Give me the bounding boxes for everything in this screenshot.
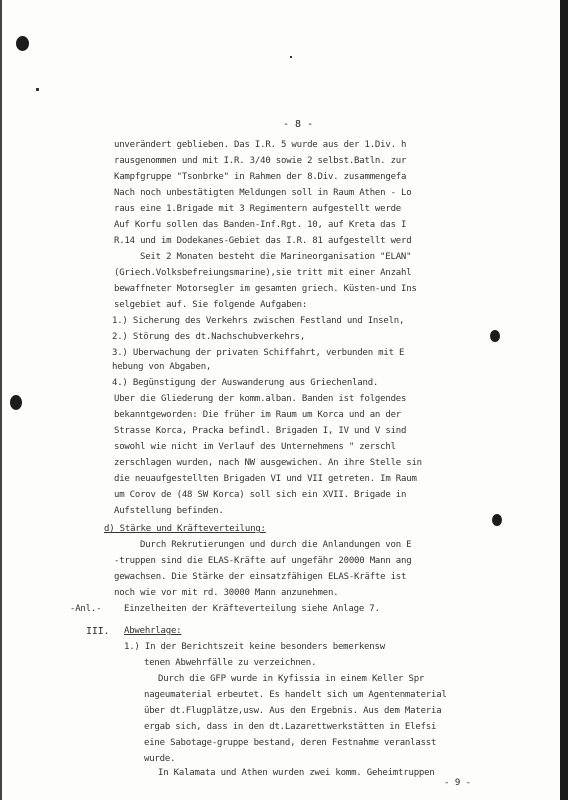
text-line-24: Aufstellung befinden. [114,506,224,516]
text-line-18: bekanntgeworden: Die früher im Raum um Korca und an der [114,410,402,420]
text-line-6: Auf Korfu sollen das Banden-Inf.Rgt. 10, auf Kreta das I [114,220,407,230]
page-number-bottom: - 9 - [444,778,472,788]
scan-speck [36,88,39,91]
text-line-27: -truppen sind die ELAS-Kräfte auf ungefähr 20000 Mann ang [114,556,412,566]
text-line-22: die neuaufgestellten Brigaden VI und VII getreten. Im Raum [114,474,417,484]
text-line-26: Durch Rekrutierungen und durch die Anlandungen von E [140,540,412,550]
text-line-4: Nach noch unbestätigten Meldungen soll in Raum Athen - Lo [114,188,412,198]
text-line-5: raus eine 1.Brigade mit 3 Regimentern aufgestellt werde [114,204,402,214]
text-line-30: Einzelheiten der Kräfteverteilung siehe Anlage 7. [124,604,380,614]
text-line-9: (Griech.Volksbefreiungsmarine),sie tritt mit einer Anzahl [114,268,412,278]
text-line-38: eine Sabotage-gruppe bestand, deren Festnahme veranlasst [144,738,437,748]
list-item-1: 1.) Sicherung des Verkehrs zwischen Festland und Inseln, [112,316,405,326]
text-line-23: um Corov de (48 SW Korca) soll sich ein XVII. Brigade in [114,490,407,500]
list-item-2: 2.) Störung des dt.Nachschubverkehrs, [112,332,306,342]
subheading-strength: d) Stärke und Kräfteverteilung: [104,524,266,534]
section-heading-abwehrlage: Abwehrlage: [124,626,182,636]
text-line-40: In Kalamata und Athen wurden zwei komm. Geheimtruppen [158,768,435,778]
text-line-1: unverändert geblieben. Das I.R. 5 wurde aus der 1.Div. h [114,140,407,150]
text-line-33: tenen Abwehrfälle zu verzeichnen. [144,658,317,668]
text-line-17: Über die Gliederung der komm.alban. Banden ist folgendes [114,394,407,404]
margin-note-anl: -Anl.- [70,604,102,614]
list-item-3: 3.) Überwachung der privaten Schiffahrt, verbunden mit E [112,348,405,358]
text-line-11: selgebiet auf. Sie folgende Aufgaben: [114,300,308,310]
text-line-28: gewachsen. Die Stärke der einsatzfähigen ELAS-Kräfte ist [114,572,407,582]
text-line-10: bewaffneter Motorsegler im gesamten griech. Küsten-und Ins [114,284,417,294]
list-item-3-cont: hebung von Abgaben, [112,362,212,372]
text-line-37: ergab sich, dass in den dt.Lazarettwerkstätten in Elefsi [144,722,437,732]
text-line-29: noch wie vor mit rd. 30000 Mann anzunehmen. [114,588,339,598]
text-line-20: sowohl wie nicht im Verlauf des Unternehmens " zerschl [114,442,396,452]
text-line-34: Durch die GFP wurde in Kyfissia in einem Keller Spr [158,674,425,684]
binding-mark-right-lower [492,514,502,526]
punch-hole-top [16,36,29,51]
section-number: III. [86,626,110,637]
text-line-21: zerschlagen wurden, nach NW ausgewichen. An ihre Stelle sin [114,458,422,468]
scan-edge-right [560,0,568,800]
binding-mark-right [490,330,500,342]
text-line-39: wurde. [144,754,176,764]
scan-edge-left [0,0,2,800]
text-line-19: Strasse Korca, Pracka befindl. Brigaden I, IV und V sind [114,426,407,436]
text-line-35: nageumaterial erbeutet. Es handelt sich um Agentenmaterial [144,690,447,700]
text-line-32: 1.) In der Berichtszeit keine besonders bemerkensw [124,642,385,652]
text-line-7: R.14 und im Dodekanes-Gebiet das I.R. 81 aufgestellt werd [114,236,412,246]
punch-hole-middle [10,395,22,410]
list-item-4: 4.) Begünstigung der Auswanderung aus Griechenland. [112,378,379,388]
scan-speck [290,56,292,58]
text-line-36: über dt.Flugplätze,usw. Aus den Ergebnis. Aus dem Materia [144,706,442,716]
text-line-2: rausgenommen und mit I.R. 3/40 sowie 2 selbst.Batln. zur [114,156,407,166]
page-number-top: - 8 - [283,119,314,130]
text-line-3: Kampfgruppe "Tsonbrke" in Rahmen der 8.Div. zusammengefa [114,172,407,182]
text-line-8: Seit 2 Monaten besteht die Marineorganisation "ELAN" [140,252,412,262]
